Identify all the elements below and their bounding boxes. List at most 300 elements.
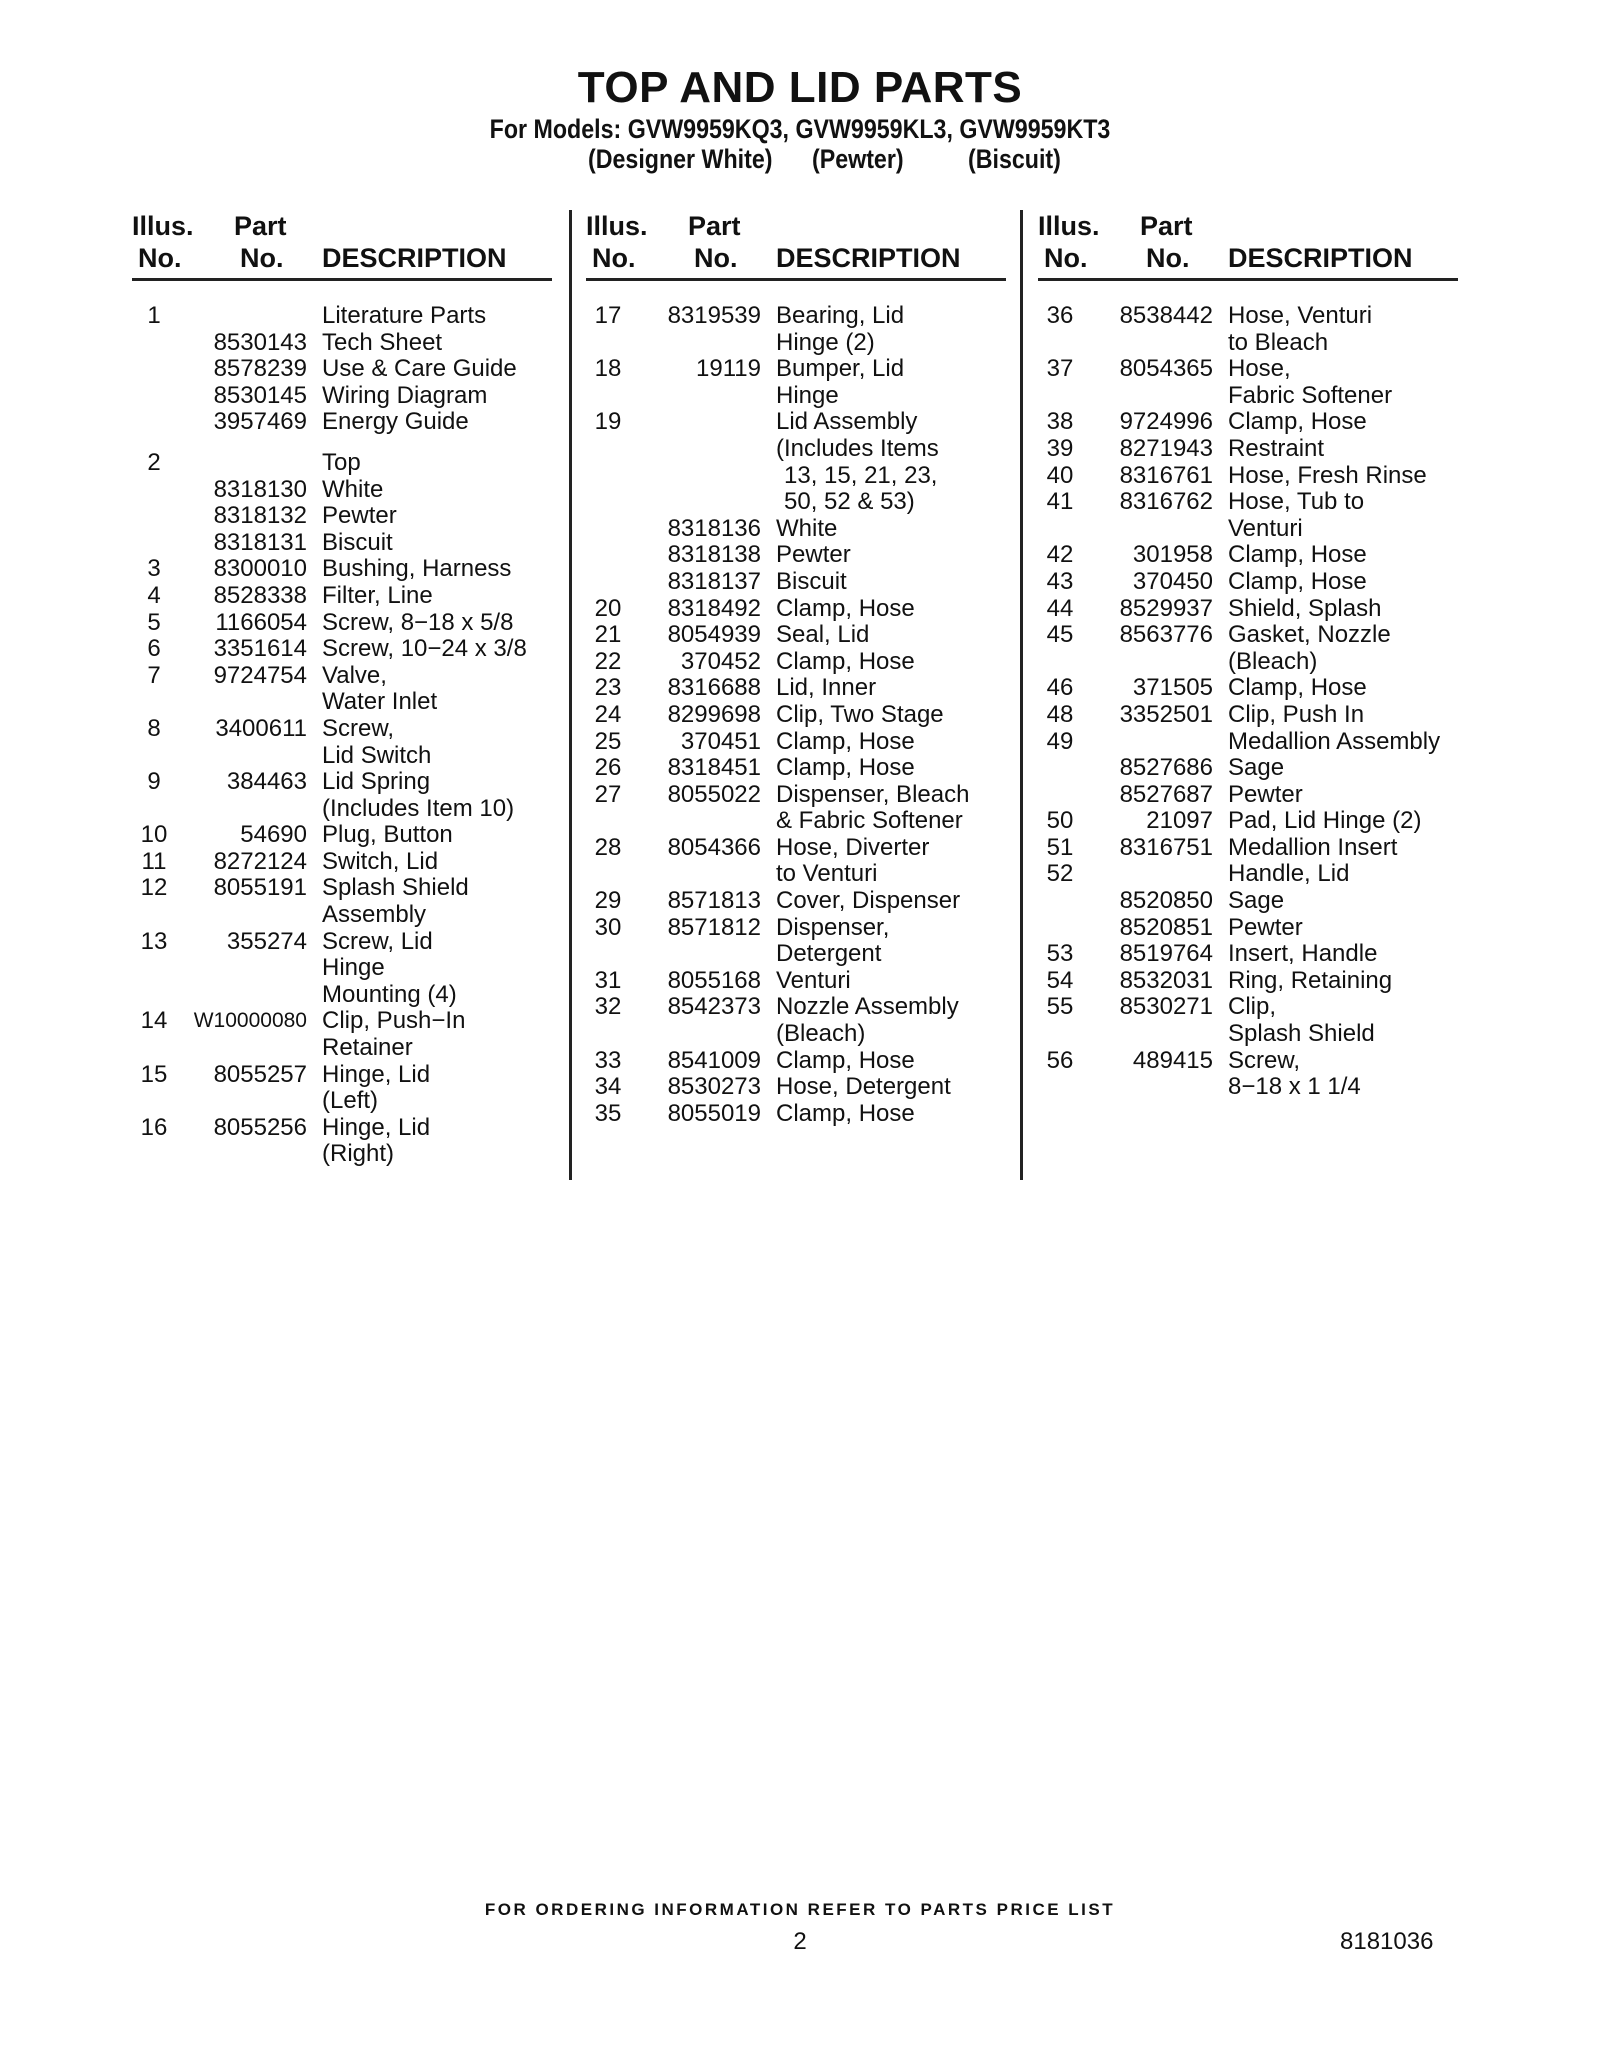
part-row [132,610,552,637]
description-line: Lid Spring [322,768,431,796]
part-number: 8527686 [1119,754,1213,782]
description-line: White [322,475,384,503]
part-row [1038,861,1458,888]
part-number: 370451 [680,727,761,755]
description-line: Energy Guide [322,408,469,436]
description-line: Hinge (2) [776,328,875,356]
description-line: Clamp, Hose [776,727,915,755]
description-line: Use & Care Guide [322,355,517,383]
part-description [322,663,552,716]
description-line: 8−18 x 1 1/4 [1228,1073,1361,1101]
illus-number: 6 [147,635,161,663]
part-description [1228,808,1458,835]
illus-number: 17 [594,302,622,329]
part-row [1038,782,1458,809]
illus-number: 21 [594,621,622,649]
part-description [1228,303,1458,356]
part-row [132,929,552,1009]
part-description [322,1062,552,1115]
part-number: 8318138 [667,541,761,569]
part-row [586,1101,1006,1128]
models-line: For Models: GVW9959KQ3, GVW9959KL3, GVW9959KT3 [489,114,1111,144]
description-line: Dispenser, [776,913,890,941]
part-description [1228,409,1458,436]
part-row [1038,622,1458,675]
header-part: Part [1140,211,1193,241]
header-description: DESCRIPTION [776,243,961,273]
part-number: 3351614 [213,635,307,663]
part-number: 8318451 [667,754,761,782]
part-row [586,702,1006,729]
illus-number: 4 [147,581,161,609]
description-line: Hose, Fresh Rinse [1228,461,1427,489]
description-line: Valve, [322,661,387,689]
part-row [586,729,1006,756]
parts-column-3 [1038,210,1458,1101]
description-line: Restraint [1228,434,1325,462]
part-description [776,968,1006,995]
part-description [1228,915,1458,942]
description-line: Hinge [322,954,385,982]
part-number: 8055257 [213,1060,307,1088]
illus-number: 7 [147,661,161,689]
part-row [1038,596,1458,623]
illus-number: 14 [140,1007,168,1035]
part-row [1038,729,1458,756]
part-number: 8300010 [213,555,307,583]
description-line: Bearing, Lid [776,302,905,329]
description-line: Fabric Softener [1228,381,1393,409]
header-illus-no: No. [592,243,636,273]
parts-list [1038,303,1458,1101]
part-row [132,769,552,822]
part-row [1038,463,1458,490]
part-row [586,622,1006,649]
part-description [322,503,552,530]
illus-number: 45 [1046,621,1074,649]
part-number: 3352501 [1119,700,1213,728]
illus-number: 41 [1046,488,1074,516]
part-description [776,1048,1006,1075]
part-number: 8318131 [213,528,307,556]
part-number: 8530143 [213,328,307,356]
part-row [1038,489,1458,542]
part-row [586,835,1006,888]
part-description [1228,596,1458,623]
part-number: 8318130 [213,475,307,503]
part-description [1228,622,1458,675]
document-number: 8181036 [1340,1928,1434,1955]
illus-number: 55 [1046,993,1074,1021]
part-row [1038,835,1458,862]
column-header [1038,210,1458,281]
part-number: 8520850 [1119,887,1213,915]
part-number: 8055168 [667,966,761,994]
description-line: Clamp, Hose [776,647,915,675]
part-row [586,755,1006,782]
part-number: 8571812 [667,913,761,941]
part-description [776,729,1006,756]
description-line: Assembly [322,901,427,929]
part-row [586,596,1006,623]
illus-number: 30 [594,913,622,941]
column-divider [569,210,572,1180]
illus-number: 32 [594,993,622,1021]
part-description [1228,861,1458,888]
description-line: Hose, [1228,355,1291,383]
part-row [132,356,552,383]
illus-number: 16 [140,1113,168,1141]
part-number: 301958 [1132,541,1213,569]
description-line: Pewter [322,502,397,530]
illus-number: 34 [594,1073,622,1101]
description-line: Screw, [322,714,395,742]
description-line: 50, 52 & 53) [784,488,915,516]
part-row [132,663,552,716]
description-line: Water Inlet [322,688,438,716]
part-description [776,702,1006,729]
part-description [776,356,1006,409]
description-line: Gasket, Nozzle [1228,621,1391,649]
part-description [776,303,1006,356]
parts-list [586,303,1006,1127]
part-row [586,516,1006,543]
part-number: 19119 [696,355,761,383]
part-description [322,356,552,383]
illus-number: 19 [594,408,622,436]
part-number: 8319539 [667,302,761,329]
description-line: Screw, 10−24 x 3/8 [322,635,527,663]
part-row [132,822,552,849]
description-line: (Left) [322,1087,379,1115]
description-line: Mounting (4) [322,980,457,1008]
part-description [1228,755,1458,782]
illus-number: 35 [594,1099,622,1127]
illus-number: 25 [594,727,622,755]
description-line: Ring, Retaining [1228,966,1393,994]
part-number: 54690 [240,821,307,849]
part-description [1228,1048,1458,1101]
part-row [1038,356,1458,409]
part-row [132,636,552,663]
description-line: Medallion Assembly [1228,727,1441,755]
part-row [1038,409,1458,436]
column-divider [1020,210,1023,1180]
part-number: 8054939 [667,621,761,649]
description-line: Hose, Diverter [776,833,930,861]
part-row [586,782,1006,835]
description-line: Bumper, Lid [776,355,905,383]
part-number: 8541009 [667,1046,761,1074]
part-row [1038,436,1458,463]
parts-column-1 [132,210,552,1168]
part-description [322,610,552,637]
part-row [586,303,1006,356]
part-number: 9724996 [1119,408,1213,436]
part-row [132,303,552,330]
part-row [132,875,552,928]
part-row [586,675,1006,702]
part-description [776,915,1006,968]
color-designer-white: (Designer White) [588,144,773,174]
part-number: 8527687 [1119,780,1213,808]
part-description [322,636,552,663]
illus-number: 44 [1046,594,1074,622]
part-number: 355274 [226,927,307,955]
part-row [1038,702,1458,729]
illus-number: 42 [1046,541,1074,569]
header-part-no: No. [1146,243,1190,273]
illus-number: 24 [594,700,622,728]
ordering-note: FOR ORDERING INFORMATION REFER TO PARTS PRICE LIST [484,1900,1116,1919]
illus-number: 23 [594,674,622,702]
illus-number: 12 [140,874,168,902]
description-line: Switch, Lid [322,847,439,875]
illus-number: 3 [147,555,161,583]
description-line: Screw, [1228,1046,1301,1074]
column-header [132,210,552,281]
illus-number: 31 [594,966,622,994]
illus-number: 37 [1046,355,1074,383]
description-line: Clamp, Hose [776,594,915,622]
part-description [322,849,552,876]
part-row [132,1115,552,1168]
color-pewter: (Pewter) [812,144,904,174]
description-line: (Bleach) [1228,647,1318,675]
header-part-no: No. [240,243,284,273]
part-number: 8318137 [667,567,761,595]
illus-number: 50 [1046,807,1074,835]
part-description [322,1008,552,1061]
description-line: Venturi [776,966,851,994]
illus-number: 54 [1046,966,1074,994]
part-row [1038,808,1458,835]
model-colors [0,144,1600,176]
part-row [1038,303,1458,356]
part-description [322,303,552,330]
part-description [1228,968,1458,995]
illus-number: 11 [141,847,167,875]
part-description [322,383,552,410]
description-line: Shield, Splash [1228,594,1382,622]
description-line: Hinge [776,381,839,409]
description-line: Medallion Insert [1228,833,1398,861]
part-number: 8530273 [667,1073,761,1101]
part-description [776,1101,1006,1128]
illus-number: 28 [594,833,622,861]
column-header [586,210,1006,281]
description-line: Clamp, Hose [1228,408,1367,436]
description-line: (Bleach) [776,1020,866,1048]
description-line: Handle, Lid [1228,860,1350,888]
description-line: (Includes Items [776,434,939,462]
part-number: 8054366 [667,833,761,861]
description-line: Clamp, Hose [776,754,915,782]
description-line: Hose, Detergent [776,1073,951,1101]
part-description [1228,729,1458,756]
description-line: Filter, Line [322,581,433,609]
part-description [322,530,552,557]
header-illus: Illus. [132,211,194,241]
part-number: 8519764 [1119,940,1213,968]
header-illus-no: No. [1044,243,1088,273]
part-row [586,888,1006,915]
part-description [776,542,1006,569]
part-number: 371505 [1132,674,1213,702]
part-description [1228,994,1458,1047]
description-line: (Right) [322,1140,395,1168]
part-number: 8316762 [1119,488,1213,516]
part-row [132,409,552,436]
description-line: Screw, Lid [322,927,433,955]
description-line: Retainer [322,1034,413,1062]
description-line: Clamp, Hose [1228,541,1367,569]
part-description [776,1074,1006,1101]
description-line: Splash Shield [322,874,469,902]
part-row [586,915,1006,968]
part-description [322,583,552,610]
part-number: 370452 [680,647,761,675]
description-line: Cover, Dispenser [776,887,961,915]
part-description [776,888,1006,915]
part-description [776,649,1006,676]
part-description [1228,489,1458,542]
illus-number: 33 [594,1046,622,1074]
illus-number: 52 [1046,860,1074,888]
illus-number: 22 [594,647,622,675]
part-number: 8318136 [667,514,761,542]
part-row [586,409,1006,515]
description-line: Clip, [1228,993,1277,1021]
description-line: Pewter [1228,913,1303,941]
part-row [586,994,1006,1047]
part-description [1228,702,1458,729]
part-row [132,530,552,557]
part-row [132,583,552,610]
part-description [322,929,552,1009]
description-line: Sage [1228,754,1285,782]
description-line: Lid Switch [322,741,432,769]
header-illus: Illus. [1038,211,1100,241]
description-line: Clip, Push In [1228,700,1365,728]
illus-number: 8 [147,714,161,742]
illus-number: 56 [1046,1046,1074,1074]
description-line: Biscuit [776,567,847,595]
page-title: TOP AND LID PARTS [577,63,1023,112]
part-row [586,968,1006,995]
description-line: Bushing, Harness [322,555,512,583]
part-description [322,450,552,477]
description-line: Pewter [776,541,851,569]
part-row [1038,968,1458,995]
description-line: Hinge, Lid [322,1060,431,1088]
part-description [776,569,1006,596]
illus-number: 29 [594,887,622,915]
description-line: (Includes Item 10) [322,794,515,822]
description-line: Hose, Venturi [1228,302,1373,329]
description-line: Pewter [1228,780,1303,808]
part-description [776,675,1006,702]
part-description [322,716,552,769]
description-line: Venturi [1228,514,1303,542]
description-line: Sage [1228,887,1285,915]
part-description [1228,675,1458,702]
illus-number: 2 [147,448,161,476]
part-row [586,1074,1006,1101]
part-description [1228,542,1458,569]
part-number: 8272124 [213,847,307,875]
illus-number: 40 [1046,461,1074,489]
part-number: 8055022 [667,780,761,808]
description-line: Dispenser, Bleach [776,780,970,808]
page-header [0,62,1600,176]
part-number: 8520851 [1119,913,1213,941]
part-row [586,649,1006,676]
part-description [776,994,1006,1047]
header-part: Part [234,211,287,241]
description-line: Biscuit [322,528,393,556]
part-row [586,356,1006,409]
part-number: 8529937 [1119,594,1213,622]
parts-list [132,303,552,1168]
part-row [1038,542,1458,569]
part-row [132,383,552,410]
part-row [1038,941,1458,968]
illus-number: 26 [594,754,622,782]
description-line: Clamp, Hose [1228,567,1367,595]
part-description [322,409,552,436]
description-line: Plug, Button [322,821,453,849]
part-description [1228,835,1458,862]
header-description: DESCRIPTION [322,243,507,273]
illus-number: 13 [140,927,168,955]
description-line: Nozzle Assembly [776,993,959,1021]
part-number: 9724754 [213,661,307,689]
part-description [322,556,552,583]
illus-number: 53 [1046,940,1074,968]
header-description: DESCRIPTION [1228,243,1413,273]
part-number: 8538442 [1119,302,1213,329]
description-line: Clamp, Hose [776,1046,915,1074]
part-row [1038,994,1458,1047]
header-part-no: No. [694,243,738,273]
part-number: 8299698 [667,700,761,728]
illus-number: 18 [594,355,622,383]
description-line: Hose, Tub to [1228,488,1365,516]
illus-number: 46 [1046,674,1074,702]
part-number: 8542373 [667,993,761,1021]
part-row [586,542,1006,569]
part-row [1038,888,1458,915]
part-description [776,409,1006,515]
illus-number: 49 [1046,727,1074,755]
illus-number: 36 [1046,302,1074,329]
description-line: Insert, Handle [1228,940,1378,968]
color-biscuit: (Biscuit) [968,144,1061,174]
header-part: Part [688,211,741,241]
part-row [132,849,552,876]
part-number: 370450 [1132,567,1213,595]
illus-number: 5 [147,608,161,636]
description-line: Lid Assembly [776,408,918,436]
part-number: 384463 [226,768,307,796]
page-number: 2 [793,1928,807,1955]
part-number: 8563776 [1119,621,1213,649]
part-row [1038,915,1458,942]
illus-number: 39 [1046,434,1074,462]
part-number: W10000080 [193,1009,307,1033]
part-row [1038,569,1458,596]
